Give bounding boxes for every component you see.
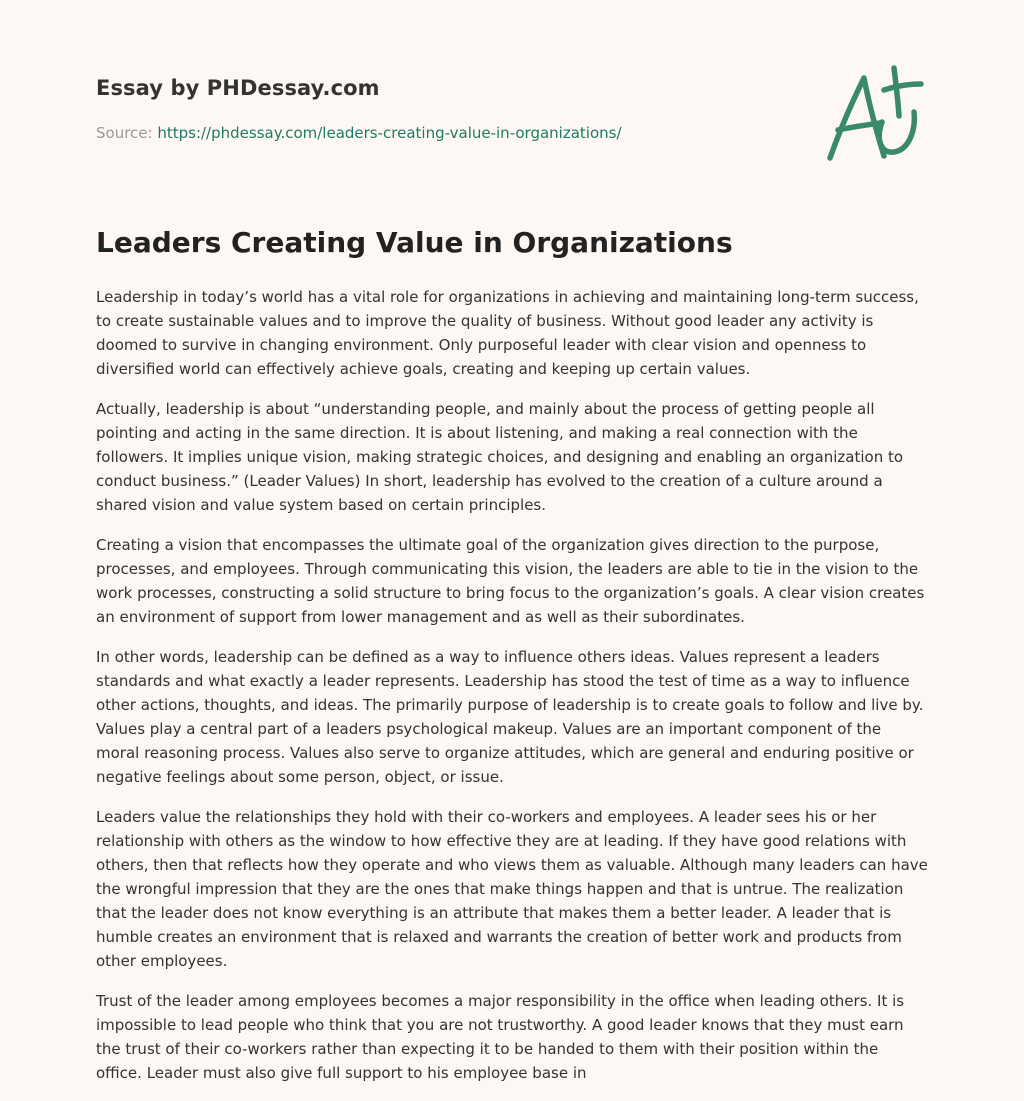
site-brand: Essay by PHDessay.com (96, 76, 380, 100)
source-line (96, 124, 622, 142)
a-plus-grade-icon (824, 64, 928, 168)
essay-paragraph: Leaders value the relationships they hold with their co-workers and employees. A leader sees his or her relationship with others as the window to how effective they are at leading. If they have good relations with others, then that reflects how they operate and who views them as valuable. Although many leaders can have the wrongful impression that they are the ones that make things happen and that is untrue. The realization that the leader does not know everything is an attribute that makes them a better leader. A leader that is humble creates an environment that is relaxed and warrants the creation of better work and products from other employees. (96, 808, 928, 970)
essay-title: Leaders Creating Value in Organizations (96, 226, 733, 259)
source-label: Source: (96, 124, 158, 142)
essay-paragraph: Trust of the leader among employees becomes a major responsibility in the office when leading others. It is impossible to lead people who think that you are not trustworthy. A good leader knows that they must earn the trust of their co-workers rather than expecting it to be handed to them with their position within the office. Leader must also give full support to his employee base in (96, 992, 905, 1082)
essay-paragraph: Leadership in today’s world has a vital role for organizations in achieving and maintaining long-term success, to create sustainable values and to improve the quality of business. Without good leader any activity is doomed to survive in changing environment. Only purposeful leader with clear vision and openness to diversified world can effectively achieve goals, creating and keeping up certain values. (96, 288, 919, 378)
source-link[interactable]: https://phdessay.com/leaders-creating-value-in-organizations/ (157, 124, 622, 142)
essay-paragraph: Actually, leadership is about “understanding people, and mainly about the process of getting people all pointing and acting in the same direction. It is about listening, and making a real connection with the followers. It implies unique vision, making strategic choices, and designing and enabling an organization to conduct business.” (Leader Values) In short, leadership has evolved to the creation of a culture around a shared vision and value system based on certain principles. (96, 400, 904, 514)
essay-paragraph: In other words, leadership can be defined as a way to influence others ideas. Values represent a leaders standards and what exactly a leader represents. Leadership has stood the test of time as a way to influence other actions, thoughts, and ideas. The primarily purpose of leadership is to create goals to follow and live by. Values play a central part of a leaders psychological makeup. Values are an important component of the moral reasoning process. Values also serve to organize attitudes, which are general and enduring positive or negative feelings about some person, object, or issue. (96, 648, 924, 786)
essay-body (96, 285, 928, 1101)
essay-paragraph: Creating a vision that encompasses the ultimate goal of the organization gives direction to the purpose, processes, and employees. Through communicating this vision, the leaders are able to tie in the vision to the work processes, constructing a solid structure to bring focus to the organization’s goals. A clear vision creates an environment of support from lower management and as well as their subordinates. (96, 536, 925, 626)
